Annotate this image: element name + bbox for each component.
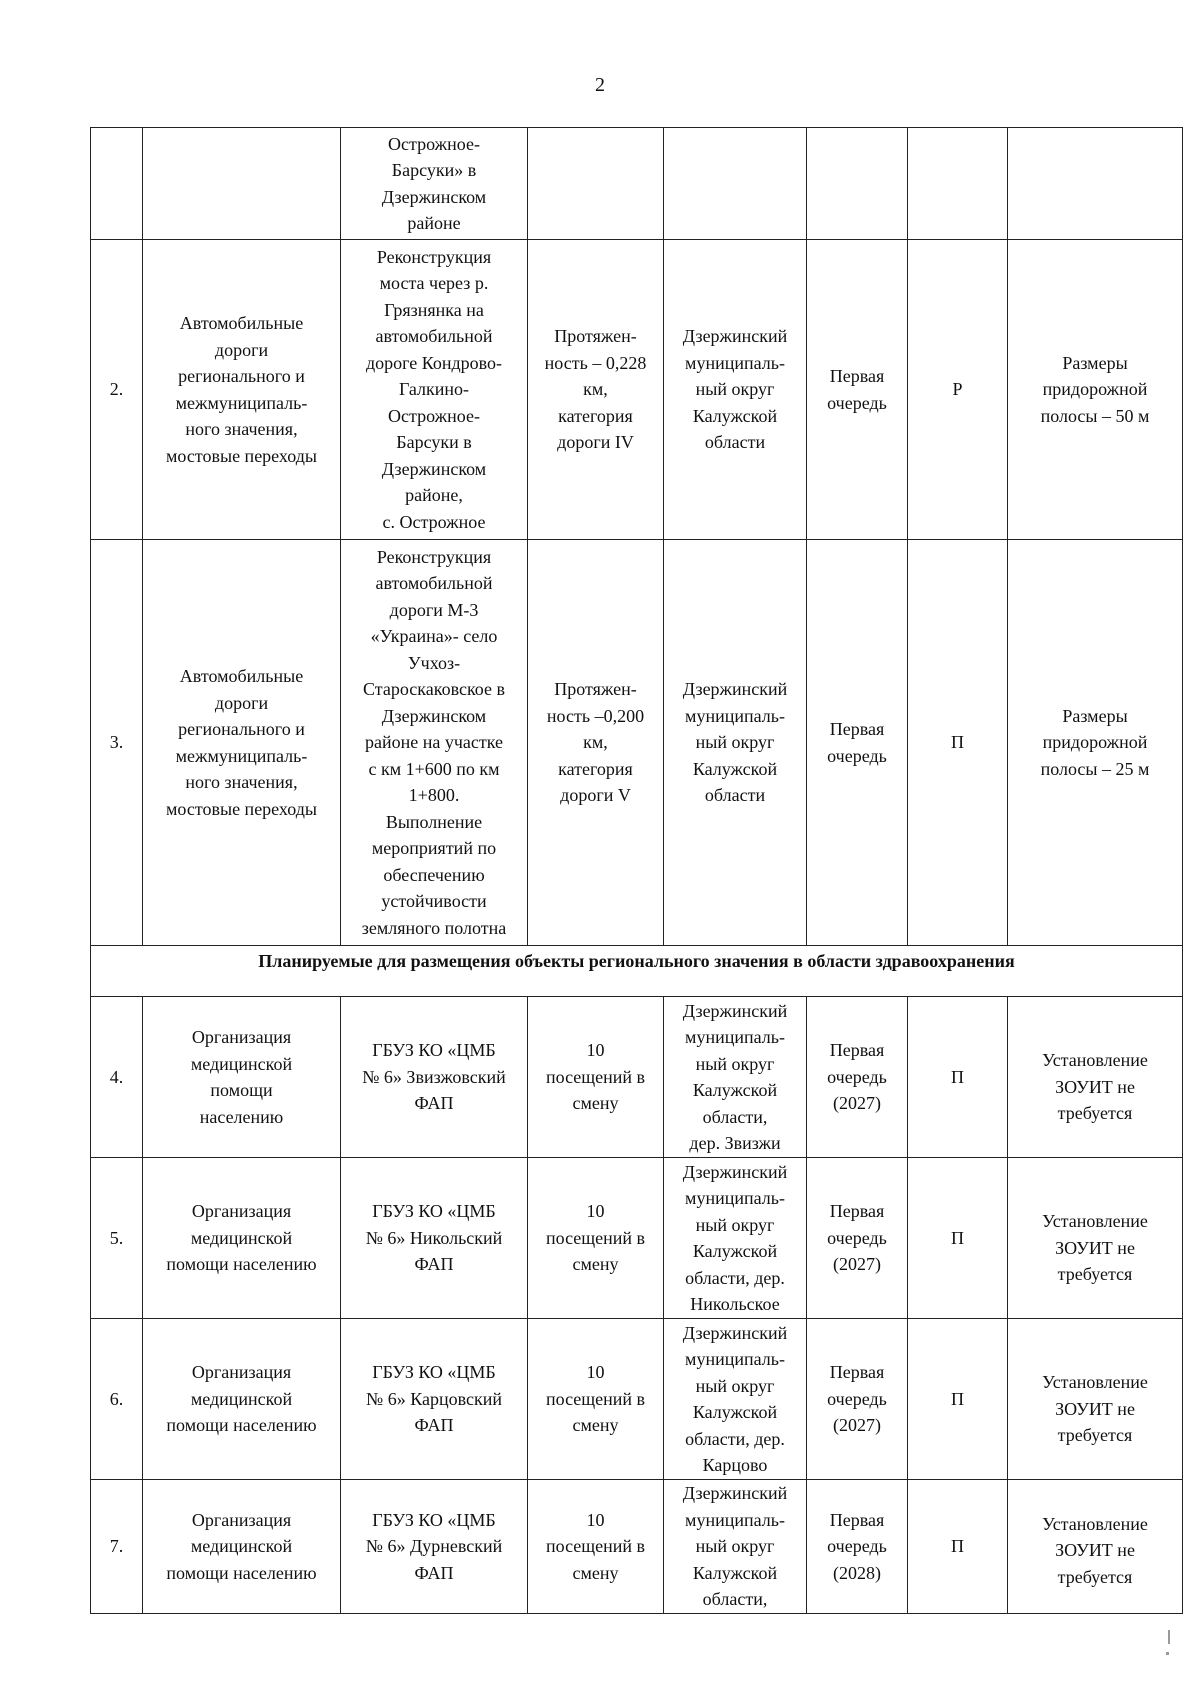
cell-name: Реконструкция автомобильной дороги М-3 «Украина»- село Учхоз- Староскаковское в Дзержинском районе на участке с км 1+600 по км 1+800. Выполнение мероприятий по обеспечению устойчивости земляного полотна — [341, 540, 528, 946]
cell-zone: Установление ЗОУИТ не требуется — [1008, 1319, 1183, 1480]
cell-status: П — [908, 997, 1008, 1158]
table-row-continuation — [91, 128, 1183, 240]
cell-location: Дзержинский муниципаль- ный округ Калужской области, дер. Звизжи — [664, 997, 807, 1158]
cell-purpose: Организация медицинской помощи населению — [143, 1158, 341, 1319]
cell-purpose: Автомобильные дороги регионального и межмуниципаль- ного значения, мостовые переходы — [143, 540, 341, 946]
table-row — [91, 1480, 1183, 1614]
cell-term: Первая очередь (2028) — [807, 1480, 908, 1614]
cell-location: Дзержинский муниципаль- ный округ Калужской области — [664, 540, 807, 946]
cell-purpose: Организация медицинской помощи населению — [143, 1319, 341, 1480]
cell-term: Первая очередь (2027) — [807, 997, 908, 1158]
scan-mark — [1168, 1630, 1170, 1644]
cell-purpose: Организация медицинской помощи населению — [143, 1480, 341, 1614]
cell-term — [807, 128, 908, 240]
table-row — [91, 1319, 1183, 1480]
table-row — [91, 240, 1183, 540]
cell-name: ГБУЗ КО «ЦМБ № 6» Никольский ФАП — [341, 1158, 528, 1319]
cell-characteristics: 10 посещений в смену — [528, 997, 664, 1158]
cell-purpose — [143, 128, 341, 240]
cell-characteristics: 10 посещений в смену — [528, 1480, 664, 1614]
cell-characteristics: 10 посещений в смену — [528, 1158, 664, 1319]
cell-purpose: Организация медицинской помощи населению — [143, 997, 341, 1158]
page-number: 2 — [595, 74, 605, 96]
cell-term: Первая очередь — [807, 240, 908, 540]
table-row — [91, 997, 1183, 1158]
cell-num: 4. — [91, 997, 143, 1158]
cell-location: Дзержинский муниципаль- ный округ Калужской области, дер. Никольское — [664, 1158, 807, 1319]
cell-status — [908, 128, 1008, 240]
cell-characteristics: Протяжен- ность – 0,228 км, категория дороги IV — [528, 240, 664, 540]
cell-term: Первая очередь (2027) — [807, 1158, 908, 1319]
cell-num: 7. — [91, 1480, 143, 1614]
cell-num: 5. — [91, 1158, 143, 1319]
cell-zone: Установление ЗОУИТ не требуется — [1008, 1158, 1183, 1319]
cell-zone — [1008, 128, 1183, 240]
table-row — [91, 1158, 1183, 1319]
cell-location — [664, 128, 807, 240]
section-heading-row — [91, 946, 1183, 997]
cell-location: Дзержинский муниципаль- ный округ Калужской области, — [664, 1480, 807, 1614]
cell-location: Дзержинский муниципаль- ный округ Калужской области — [664, 240, 807, 540]
cell-status: П — [908, 540, 1008, 946]
cell-num: 6. — [91, 1319, 143, 1480]
cell-term: Первая очередь — [807, 540, 908, 946]
cell-status: Р — [908, 240, 1008, 540]
cell-purpose: Автомобильные дороги регионального и межмуниципаль- ного значения, мостовые переходы — [143, 240, 341, 540]
cell-name: Реконструкция моста через р. Грязнянка на автомобильной дороге Кондрово- Галкино- Острожное- Барсуки в Дзержинском районе, с. Острожное — [341, 240, 528, 540]
cell-zone: Установление ЗОУИТ не требуется — [1008, 997, 1183, 1158]
cell-characteristics — [528, 128, 664, 240]
cell-term: Первая очередь (2027) — [807, 1319, 908, 1480]
cell-num: 3. — [91, 540, 143, 946]
cell-name: Острожное- Барсуки» в Дзержинском районе — [341, 128, 528, 240]
section-heading: Планируемые для размещения объекты регионального значения в области здравоохранения — [91, 946, 1183, 997]
cell-name: ГБУЗ КО «ЦМБ № 6» Дурневский ФАП — [341, 1480, 528, 1614]
cell-zone: Размеры придорожной полосы – 25 м — [1008, 540, 1183, 946]
cell-status: П — [908, 1319, 1008, 1480]
cell-num: 2. — [91, 240, 143, 540]
cell-name: ГБУЗ КО «ЦМБ № 6» Звизжовский ФАП — [341, 997, 528, 1158]
cell-zone: Размеры придорожной полосы – 50 м — [1008, 240, 1183, 540]
cell-characteristics: Протяжен- ность –0,200 км, категория дороги V — [528, 540, 664, 946]
cell-num — [91, 128, 143, 240]
cell-characteristics: 10 посещений в смену — [528, 1319, 664, 1480]
scan-mark — [1166, 1652, 1169, 1655]
cell-status: П — [908, 1158, 1008, 1319]
cell-name: ГБУЗ КО «ЦМБ № 6» Карцовский ФАП — [341, 1319, 528, 1480]
table-row — [91, 540, 1183, 946]
objects-table — [90, 127, 1183, 1614]
cell-zone: Установление ЗОУИТ не требуется — [1008, 1480, 1183, 1614]
cell-status: П — [908, 1480, 1008, 1614]
cell-location: Дзержинский муниципаль- ный округ Калужской области, дер. Карцово — [664, 1319, 807, 1480]
